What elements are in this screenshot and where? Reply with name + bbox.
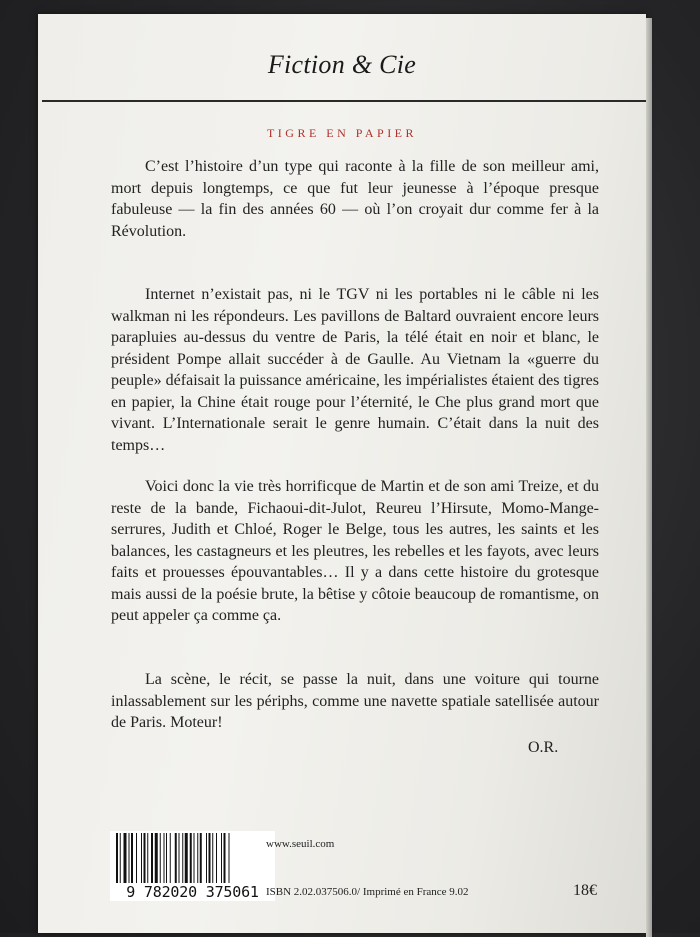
book-title: TIGRE EN PAPIER xyxy=(266,126,418,140)
blurb-paragraph-3: Voici donc la vie très horrificque de Martin et de son ami Treize, et du reste de la bande, Fichaoui-dit-Julot, Reureu l’Hirsute, Momo-Mange-serrures, Judith et Chloé, Roger le Belge, tous les autres, les saints et les balances, les castagneurs et les pleutres, les rebelles et les fayots, avec leurs faits et prouesses épouvantables… Il y a dans cette histoire du grotesque mais aussi de la poésie brute, la bêtise y côtoie beaucoup de romantisme, on peut appeler ça comme ça. xyxy=(111,478,599,624)
blurb-paragraph-4: La scène, le récit, se passe la nuit, dans une voiture qui tourne inlassablement sur les périphs, comme une navette spatiale satellisée autour de Paris. Moteur! xyxy=(111,671,599,731)
book-back-cover xyxy=(38,14,646,933)
barcode-bars-icon xyxy=(116,833,269,883)
barcode-digits: 9 782020 375061 xyxy=(126,883,259,901)
header-rule xyxy=(42,100,646,102)
blurb-paragraph-1: C’est l’histoire d’un type qui raconte à la fille de son meilleur ami, mort depuis longtemps, ce que fut leur jeunesse à l’époque presque fabuleuse — la fin des années 60 — où l’on croyait dur comme fer à la Révolution. xyxy=(111,158,599,240)
barcode xyxy=(110,831,275,901)
blurb-paragraph-2: Internet n’existait pas, ni le TGV ni les portables ni le câble ni les walkman ni les répondeurs. Les pavillons de Baltard ouvraient encore leurs parapluies au-dessus du ventre de Paris, la télé était en noir et blanc, le président Pompe allait succéder à de Gaulle. Au Vietnam la «guerre du peuple» défaisait la puissance américaine, les impérialistes étaient des tigres en papier, la Chine était rouge pour l’éternité, le Che plus grand mort que vivant. L’Internationale serait le genre humain. C’était dans la nuit des temps… xyxy=(111,286,599,454)
series-title: Fiction & Cie xyxy=(267,50,417,79)
isbn-line: ISBN 2.02.037506.0/ Imprimé en France 9.02 xyxy=(266,886,469,898)
publisher-website: www.seuil.com xyxy=(266,838,335,850)
price-tag: 18€ xyxy=(573,882,597,899)
author-initials: O.R. xyxy=(528,739,559,756)
